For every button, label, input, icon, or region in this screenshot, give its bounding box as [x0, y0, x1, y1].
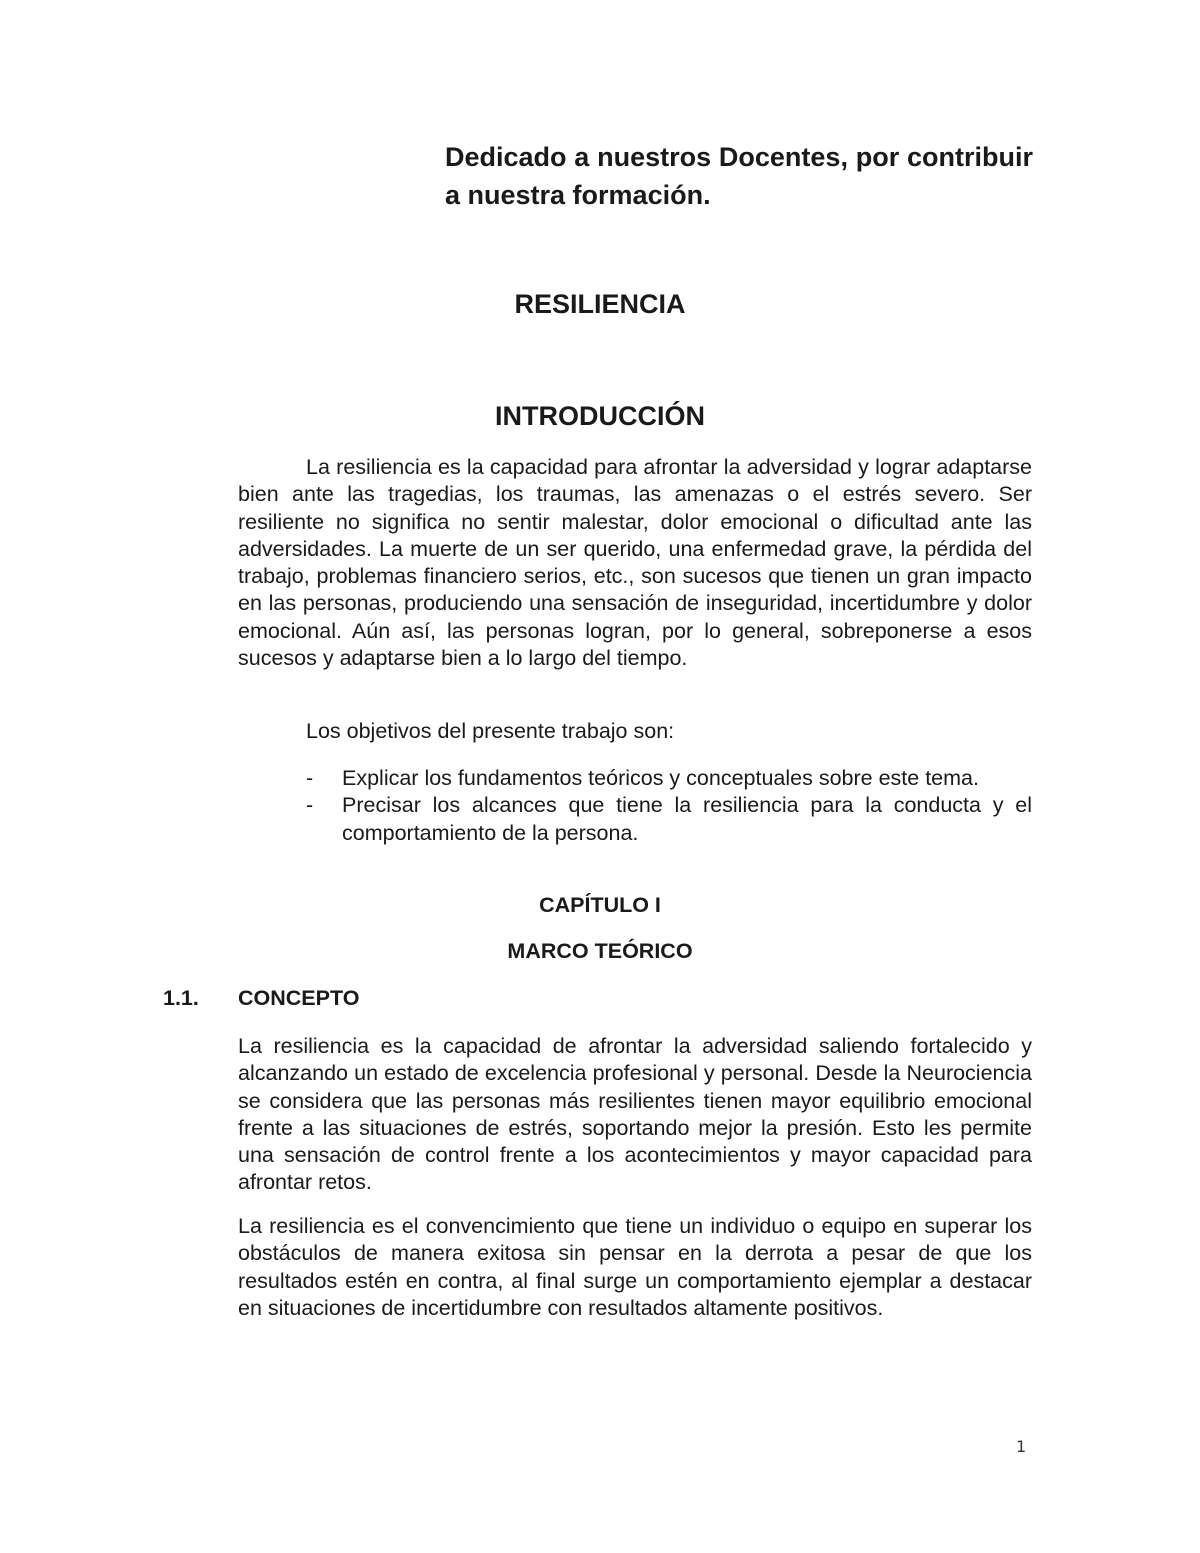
introduction-heading: INTRODUCCIÓN [495, 401, 705, 431]
list-item [238, 792, 1032, 847]
document-title: RESILIENCIA [514, 289, 686, 319]
list-item [238, 765, 1032, 792]
chapter-number: CAPÍTULO I [539, 893, 661, 917]
chapter-title: MARCO TEÓRICO [507, 939, 693, 963]
section-paragraph: La resiliencia es la capacidad de afrontar la adversidad saliendo fortalecido y alcanzando un estado de excelencia profesional y personal. Desde la Neurociencia se considera que las personas más resilientes tienen mayor equilibrio emocional frente a las situaciones de estrés, soportando mejor la presión. Esto les permite una sensación de control frente a los acontecimientos y mayor capacidad para afrontar retos. [238, 1034, 1032, 1195]
introduction-paragraph: La resiliencia es la capacidad para afrontar la adversidad y lograr adaptarse bien ante las tragedias, los traumas, las amenazas o el estrés severo. Ser resiliente no significa no sentir malestar, dolor emocional o dificultad ante las adversidades. La muerte de un ser querido, una enfermedad grave, la pérdida del trabajo, problemas financiero serios, etc., son sucesos que tienen un gran impacto en las personas, produciendo una sensación de inseguridad, incertidumbre y dolor emocional. Aún así, las personas logran, por lo general, sobreponerse a esos sucesos y adaptarse bien a lo largo del tiempo. [238, 455, 1032, 671]
objectives-list [238, 765, 1032, 847]
section-title: CONCEPTO [238, 986, 360, 1010]
list-item-text: Precisar los alcances que tiene la resiliencia para la conducta y el comportamiento de la persona. [342, 793, 1032, 845]
section-paragraph: La resiliencia es el convencimiento que tiene un individuo o equipo en superar los obstáculos de manera exitosa sin pensar en la derrota a pesar de que los resultados estén en contra, al final surge un comportamiento ejemplar a destacar en situaciones de incertidumbre con resultados altamente positivos. [238, 1214, 1032, 1320]
list-bullet: - [306, 793, 314, 818]
list-bullet: - [306, 766, 314, 790]
objectives-lead: Los objetivos del presente trabajo son: [306, 719, 675, 743]
dedication: Dedicado a nuestros Docentes, por contribuir a nuestra formación. [445, 142, 1033, 210]
page-number: 1 [1016, 1437, 1027, 1456]
list-item-text: Explicar los fundamentos teóricos y conceptuales sobre este tema. [342, 766, 979, 790]
section-number: 1.1. [163, 986, 199, 1010]
